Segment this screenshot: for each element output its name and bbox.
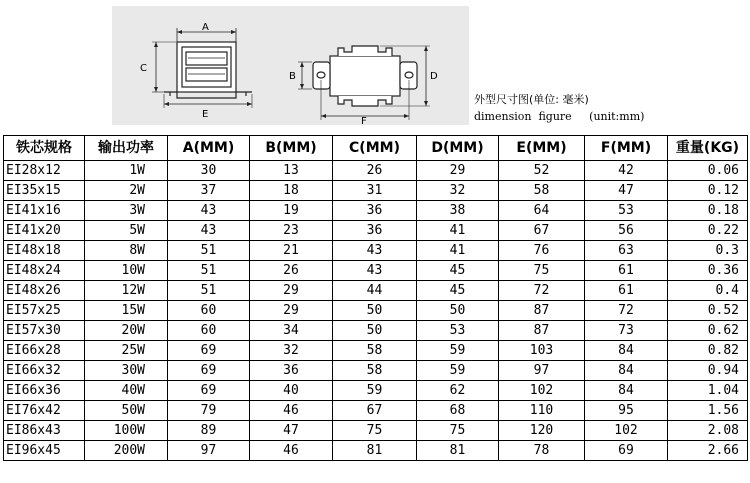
cell-d: 38 — [417, 201, 499, 221]
cell-weight: 0.52 — [668, 301, 748, 321]
cell-core-spec: EI41x20 — [4, 221, 85, 241]
table-row — [4, 361, 748, 381]
cell-e: 67 — [499, 221, 585, 241]
cell-f: 73 — [585, 321, 668, 341]
table-row — [4, 341, 748, 361]
side-view — [298, 46, 430, 120]
cell-c: 26 — [333, 161, 417, 181]
cell-a: 43 — [168, 221, 250, 241]
table-row — [4, 261, 748, 281]
cell-core-spec: EI66x32 — [4, 361, 85, 381]
cell-f: 47 — [585, 181, 668, 201]
cell-b: 34 — [250, 321, 333, 341]
table-row — [4, 221, 748, 241]
cell-f: 61 — [585, 281, 668, 301]
cell-f: 84 — [585, 381, 668, 401]
cell-f: 84 — [585, 361, 668, 381]
cell-c: 44 — [333, 281, 417, 301]
cell-c: 67 — [333, 401, 417, 421]
table-row — [4, 441, 748, 461]
cell-output-power: 5W — [85, 221, 168, 241]
cell-core-spec: EI66x36 — [4, 381, 85, 401]
cell-c: 50 — [333, 321, 417, 341]
header-e: E(MM) — [499, 136, 585, 161]
cell-b: 18 — [250, 181, 333, 201]
dim-label-d: D — [430, 71, 438, 82]
cell-c: 58 — [333, 361, 417, 381]
cell-f: 63 — [585, 241, 668, 261]
cell-b: 46 — [250, 441, 333, 461]
cell-b: 26 — [250, 261, 333, 281]
cell-e: 120 — [499, 421, 585, 441]
cell-output-power: 10W — [85, 261, 168, 281]
cell-d: 45 — [417, 281, 499, 301]
cell-weight: 0.4 — [668, 281, 748, 301]
cell-e: 110 — [499, 401, 585, 421]
header-b: B(MM) — [250, 136, 333, 161]
cell-weight: 2.66 — [668, 441, 748, 461]
cell-b: 32 — [250, 341, 333, 361]
cell-d: 50 — [417, 301, 499, 321]
cell-a: 51 — [168, 281, 250, 301]
cell-e: 78 — [499, 441, 585, 461]
cell-weight: 0.36 — [668, 261, 748, 281]
cell-c: 81 — [333, 441, 417, 461]
table-row — [4, 241, 748, 261]
cell-core-spec: EI86x43 — [4, 421, 85, 441]
table-row — [4, 201, 748, 221]
cell-c: 31 — [333, 181, 417, 201]
dim-label-c: C — [140, 63, 147, 74]
table-body — [4, 161, 748, 461]
cell-b: 47 — [250, 421, 333, 441]
dim-label-e: E — [202, 109, 209, 120]
cell-core-spec: EI96x45 — [4, 441, 85, 461]
cell-d: 75 — [417, 421, 499, 441]
cell-output-power: 200W — [85, 441, 168, 461]
cell-c: 43 — [333, 241, 417, 261]
front-view — [152, 28, 252, 108]
header-c: C(MM) — [333, 136, 417, 161]
cell-f: 56 — [585, 221, 668, 241]
cell-core-spec: EI35x15 — [4, 181, 85, 201]
cell-c: 58 — [333, 341, 417, 361]
cell-output-power: 50W — [85, 401, 168, 421]
cell-weight: 0.3 — [668, 241, 748, 261]
cell-output-power: 25W — [85, 341, 168, 361]
cell-a: 60 — [168, 321, 250, 341]
caption-english: dimension figure (unit:mm) — [474, 110, 645, 123]
cell-e: 52 — [499, 161, 585, 181]
cell-output-power: 15W — [85, 301, 168, 321]
cell-core-spec: EI48x24 — [4, 261, 85, 281]
dimension-drawing — [112, 6, 469, 125]
cell-core-spec: EI57x30 — [4, 321, 85, 341]
cell-a: 30 — [168, 161, 250, 181]
cell-b: 36 — [250, 361, 333, 381]
table-header-row — [4, 136, 748, 161]
cell-c: 75 — [333, 421, 417, 441]
cell-b: 13 — [250, 161, 333, 181]
cell-f: 102 — [585, 421, 668, 441]
cell-a: 60 — [168, 301, 250, 321]
table-row — [4, 301, 748, 321]
cell-d: 41 — [417, 241, 499, 261]
cell-d: 32 — [417, 181, 499, 201]
dim-label-b: B — [289, 71, 296, 82]
cell-a: 51 — [168, 261, 250, 281]
cell-output-power: 2W — [85, 181, 168, 201]
cell-e: 76 — [499, 241, 585, 261]
cell-c: 50 — [333, 301, 417, 321]
cell-d: 41 — [417, 221, 499, 241]
dimension-diagram — [112, 6, 469, 125]
cell-d: 45 — [417, 261, 499, 281]
cell-weight: 0.22 — [668, 221, 748, 241]
table-row — [4, 281, 748, 301]
cell-output-power: 30W — [85, 361, 168, 381]
cell-output-power: 100W — [85, 421, 168, 441]
header-output-power: 输出功率 — [85, 136, 168, 161]
table-row — [4, 181, 748, 201]
cell-core-spec: EI48x26 — [4, 281, 85, 301]
table-row — [4, 421, 748, 441]
dim-label-a: A — [202, 22, 209, 33]
cell-core-spec: EI66x28 — [4, 341, 85, 361]
table-row — [4, 321, 748, 341]
cell-f: 42 — [585, 161, 668, 181]
cell-output-power: 8W — [85, 241, 168, 261]
diagram-area — [0, 0, 750, 134]
cell-a: 69 — [168, 381, 250, 401]
cell-d: 62 — [417, 381, 499, 401]
table-row — [4, 401, 748, 421]
cell-e: 102 — [499, 381, 585, 401]
spec-table — [3, 135, 748, 461]
cell-e: 72 — [499, 281, 585, 301]
cell-b: 29 — [250, 301, 333, 321]
cell-a: 79 — [168, 401, 250, 421]
cell-core-spec: EI48x18 — [4, 241, 85, 261]
cell-d: 68 — [417, 401, 499, 421]
header-core-spec: 铁芯规格 — [4, 136, 85, 161]
header-d: D(MM) — [417, 136, 499, 161]
cell-c: 43 — [333, 261, 417, 281]
cell-f: 69 — [585, 441, 668, 461]
cell-e: 87 — [499, 301, 585, 321]
cell-b: 29 — [250, 281, 333, 301]
cell-b: 46 — [250, 401, 333, 421]
dim-label-f: F — [361, 116, 367, 125]
cell-core-spec: EI76x42 — [4, 401, 85, 421]
cell-e: 103 — [499, 341, 585, 361]
caption-chinese: 外型尺寸图(单位: 毫米) — [474, 93, 589, 106]
cell-output-power: 1W — [85, 161, 168, 181]
cell-output-power: 12W — [85, 281, 168, 301]
cell-weight: 0.18 — [668, 201, 748, 221]
cell-core-spec: EI41x16 — [4, 201, 85, 221]
header-f: F(MM) — [585, 136, 668, 161]
cell-b: 23 — [250, 221, 333, 241]
cell-c: 36 — [333, 201, 417, 221]
cell-a: 43 — [168, 201, 250, 221]
cell-c: 36 — [333, 221, 417, 241]
cell-a: 69 — [168, 361, 250, 381]
cell-d: 29 — [417, 161, 499, 181]
cell-d: 59 — [417, 341, 499, 361]
cell-e: 64 — [499, 201, 585, 221]
cell-f: 84 — [585, 341, 668, 361]
cell-core-spec: EI57x25 — [4, 301, 85, 321]
cell-d: 81 — [417, 441, 499, 461]
cell-weight: 0.94 — [668, 361, 748, 381]
cell-core-spec: EI28x12 — [4, 161, 85, 181]
cell-a: 89 — [168, 421, 250, 441]
cell-weight: 0.82 — [668, 341, 748, 361]
cell-b: 21 — [250, 241, 333, 261]
cell-f: 95 — [585, 401, 668, 421]
cell-weight: 1.04 — [668, 381, 748, 401]
cell-e: 75 — [499, 261, 585, 281]
cell-weight: 0.62 — [668, 321, 748, 341]
cell-c: 59 — [333, 381, 417, 401]
header-a: A(MM) — [168, 136, 250, 161]
cell-b: 40 — [250, 381, 333, 401]
cell-f: 53 — [585, 201, 668, 221]
cell-a: 51 — [168, 241, 250, 261]
cell-a: 97 — [168, 441, 250, 461]
cell-weight: 1.56 — [668, 401, 748, 421]
cell-b: 19 — [250, 201, 333, 221]
cell-weight: 0.06 — [668, 161, 748, 181]
cell-weight: 0.12 — [668, 181, 748, 201]
header-weight: 重量(KG) — [668, 136, 748, 161]
cell-e: 97 — [499, 361, 585, 381]
cell-d: 59 — [417, 361, 499, 381]
table-row — [4, 381, 748, 401]
cell-weight: 2.08 — [668, 421, 748, 441]
cell-output-power: 40W — [85, 381, 168, 401]
cell-output-power: 20W — [85, 321, 168, 341]
cell-a: 37 — [168, 181, 250, 201]
cell-output-power: 3W — [85, 201, 168, 221]
cell-f: 61 — [585, 261, 668, 281]
cell-a: 69 — [168, 341, 250, 361]
cell-e: 87 — [499, 321, 585, 341]
cell-d: 53 — [417, 321, 499, 341]
cell-f: 72 — [585, 301, 668, 321]
table-row — [4, 161, 748, 181]
cell-e: 58 — [499, 181, 585, 201]
